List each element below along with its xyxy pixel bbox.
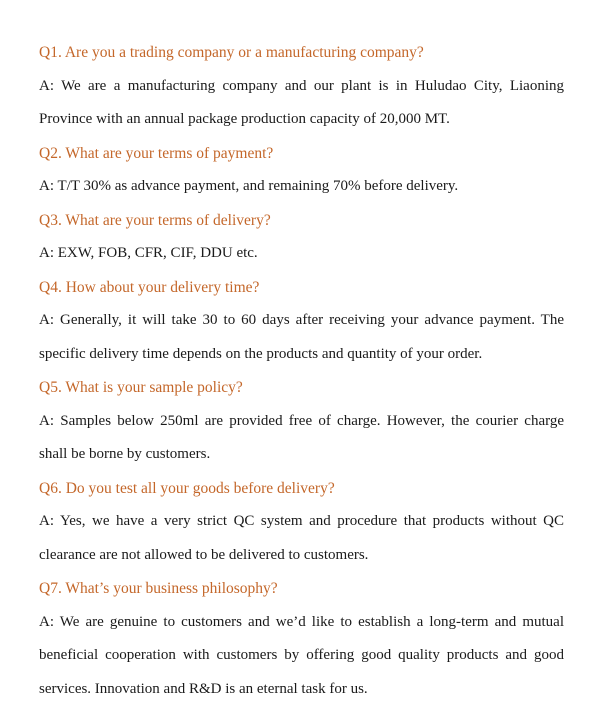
faq-answer: A: We are genuine to customers and we’d like to establish a long-term and mutual beneficial cooperation with customers by offering good quality products and good services. Innovation and R&D is an eternal task for us. bbox=[39, 613, 564, 697]
faq-item-4 bbox=[39, 271, 564, 372]
faq-item-2 bbox=[39, 137, 564, 204]
faq-answer: A: T/T 30% as advance payment, and remaining 70% before delivery. bbox=[39, 178, 459, 194]
faq-question: Q6. Do you test all your goods before delivery? bbox=[39, 479, 335, 497]
faq-answer: A: We are a manufacturing company and our plant is in Huludao City, Liaoning Province with an annual package production capacity of 20,000 MT. bbox=[39, 77, 564, 127]
faq-question: Q4. How about your delivery time? bbox=[39, 278, 260, 296]
faq-question: Q7. What’s your business philosophy? bbox=[39, 580, 278, 597]
faq-item-5 bbox=[39, 371, 564, 472]
faq-answer: A: Generally, it will take 30 to 60 days after receiving your advance payment. The specific delivery time depends on the products and quantity of your order. bbox=[39, 312, 564, 362]
faq-list bbox=[39, 36, 564, 706]
faq-item-1 bbox=[39, 36, 564, 137]
faq-item-6 bbox=[39, 472, 564, 573]
faq-answer: A: Samples below 250ml are provided free of charge. However, the courier charge shall be borne by customers. bbox=[39, 412, 564, 462]
faq-question: Q1. Are you a trading company or a manufacturing company? bbox=[39, 44, 424, 61]
faq-answer: A: EXW, FOB, CFR, CIF, DDU etc. bbox=[39, 245, 258, 261]
faq-answer: A: Yes, we have a very strict QC system and procedure that products without QC clearance are not allowed to be delivered to customers. bbox=[39, 513, 564, 563]
faq-question: Q5. What is your sample policy? bbox=[39, 379, 243, 396]
faq-item-3 bbox=[39, 204, 564, 271]
faq-question: Q3. What are your terms of delivery? bbox=[39, 211, 271, 229]
faq-question: Q2. What are your terms of payment? bbox=[39, 144, 274, 162]
faq-item-7 bbox=[39, 572, 564, 706]
